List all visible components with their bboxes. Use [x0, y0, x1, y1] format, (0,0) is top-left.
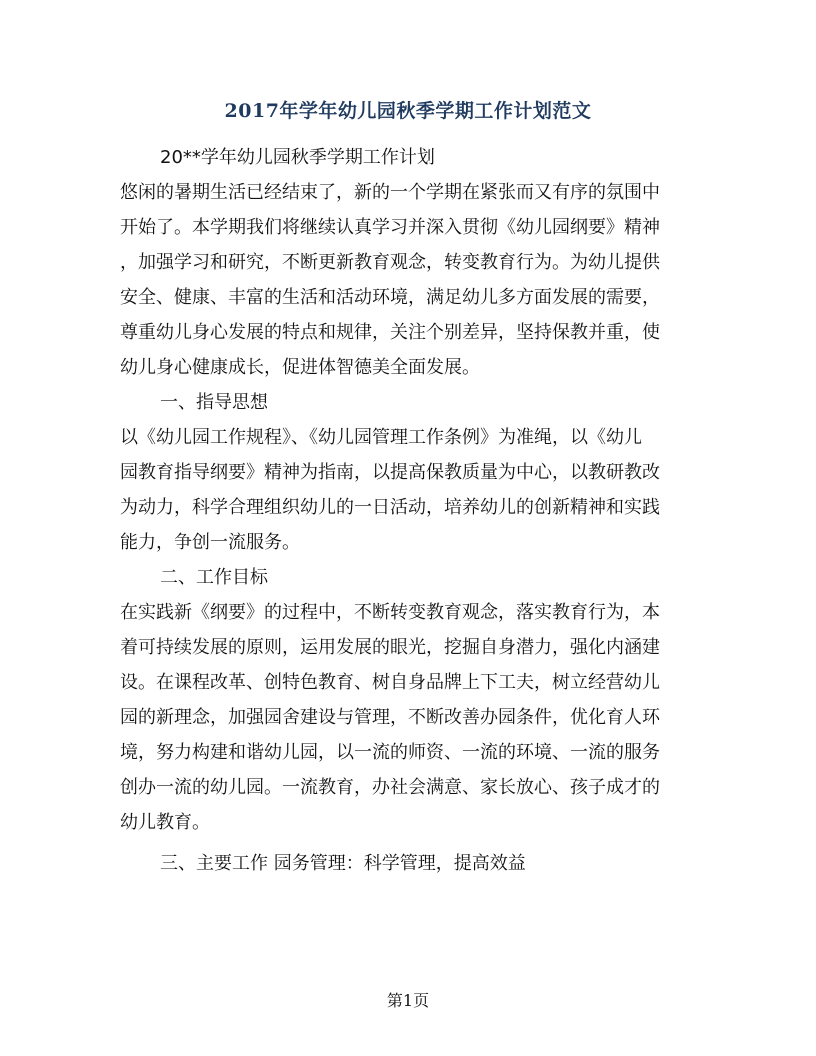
- section-line: 为动力，科学合理组织幼儿的一日活动，培养幼儿的创新精神和实践: [120, 497, 660, 518]
- section-line: 以《幼儿园工作规程》、《幼儿园管理工作条例》为准绳，以《幼儿: [120, 427, 642, 448]
- intro-line: 悠闲的暑期生活已经结束了，新的一个学期在紧张而又有序的氛围中: [120, 182, 660, 203]
- intro-line: 开始了。本学期我们将继续认真学习并深入贯彻《幼儿园纲要》精神: [120, 217, 660, 238]
- section-line: 能力，争创一流服务。: [120, 532, 300, 553]
- section-heading: 二、工作目标: [160, 567, 268, 588]
- section-line: 创办一流的幼儿园。一流教育，办社会满意、家长放心、孩子成才的: [120, 777, 660, 798]
- document-subtitle: 20**学年幼儿园秋季学期工作计划: [160, 147, 435, 168]
- document-title: 2017年学年幼儿园秋季学期工作计划范文: [224, 100, 592, 122]
- intro-line: 幼儿身心健康成长，促进体智德美全面发展。: [120, 357, 480, 378]
- section-line: 园的新理念，加强园舍建设与管理，不断改善办园条件，优化育人环: [120, 707, 660, 728]
- section-line: 在实践新《纲要》的过程中，不断转变教育观念，落实教育行为，本: [120, 602, 660, 623]
- document-body: [120, 140, 680, 881]
- page-number: 第1页: [386, 991, 430, 1010]
- intro-line: ，加强学习和研究，不断更新教育观念，转变教育行为。为幼儿提供: [120, 252, 660, 273]
- intro-line: 尊重幼儿身心发展的特点和规律，关注个别差异，坚持保教并重，使: [120, 322, 660, 343]
- section-heading: 一、指导思想: [160, 392, 268, 413]
- section-line: 设。在课程改革、创特色教育、树自身品牌上下工夫，树立经营幼儿: [120, 672, 660, 693]
- section-line: 境，努力构建和谐幼儿园，以一流的师资、一流的环境、一流的服务: [120, 742, 660, 763]
- section-line: 着可持续发展的原则，运用发展的眼光，挖掘自身潜力，强化内涵建: [120, 637, 660, 658]
- intro-line: 安全、健康、丰富的生活和活动环境，满足幼儿多方面发展的需要，: [120, 287, 660, 308]
- section-line: 园教育指导纲要》精神为指南，以提高保教质量为中心，以教研教改: [120, 462, 660, 483]
- section-line: 幼儿教育。: [120, 812, 210, 833]
- section-heading: 三、主要工作 园务管理：科学管理，提高效益: [160, 853, 526, 874]
